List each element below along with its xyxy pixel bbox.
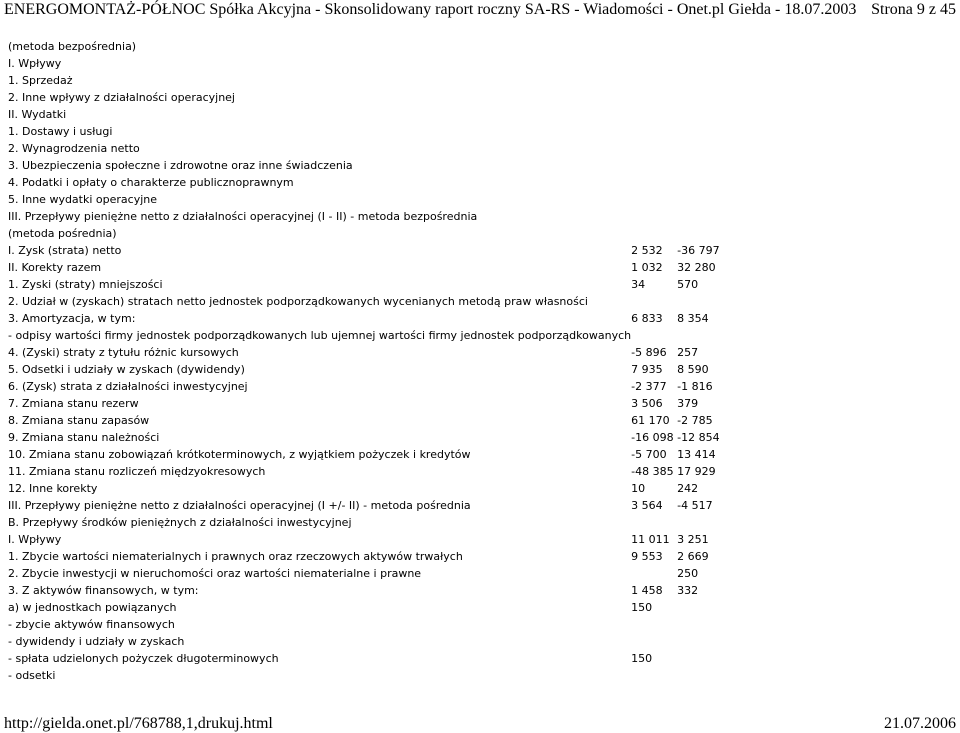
value-current-year: 150 xyxy=(631,601,653,614)
value-previous-year xyxy=(677,599,737,616)
value-previous-year xyxy=(677,514,737,531)
value-current-year xyxy=(631,667,677,684)
text-line: 1. Sprzedaż xyxy=(8,74,73,87)
value-current-year xyxy=(631,514,677,531)
table-row xyxy=(8,633,737,650)
page-number: Strona 9 z 45 xyxy=(871,1,956,18)
row-label: 7. Zmiana stanu rezerw xyxy=(8,397,139,410)
text-line: (metoda pośrednia) xyxy=(8,227,117,240)
text-line: 3. Ubezpieczenia społeczne i zdrowotne oraz inne świadczenia xyxy=(8,159,353,172)
table-row xyxy=(8,378,737,395)
value-previous-year xyxy=(677,616,737,633)
value-current-year xyxy=(631,293,677,310)
table-row xyxy=(8,361,737,378)
value-current-year xyxy=(631,616,677,633)
value-previous-year: -12 854 xyxy=(677,431,720,444)
print-header xyxy=(4,1,956,23)
row-label: 8. Zmiana stanu zapasów xyxy=(8,414,150,427)
table-row xyxy=(8,497,737,514)
value-previous-year: 570 xyxy=(677,278,699,291)
value-current-year: 61 170 xyxy=(631,414,670,427)
row-label: 6. (Zysk) strata z działalności inwestycyjnej xyxy=(8,380,248,393)
value-current-year: -5 700 xyxy=(631,448,667,461)
value-previous-year: -4 517 xyxy=(677,499,713,512)
table-row xyxy=(8,259,737,276)
row-label: - odpisy wartości firmy jednostek podporządkowanych lub ujemnej wartości firmy jednostek podporządkowanych xyxy=(8,329,632,342)
text-line: III. Przepływy pieniężne netto z działalności operacyjnej (I - II) - metoda bezpośrednia xyxy=(8,210,478,223)
row-label: I. Zysk (strata) netto xyxy=(8,244,122,257)
table-row xyxy=(8,599,737,616)
table-row xyxy=(8,276,737,293)
value-previous-year: -36 797 xyxy=(677,244,720,257)
row-label: 4. (Zyski) straty z tytułu różnic kursowych xyxy=(8,346,239,359)
table-row xyxy=(8,650,737,667)
value-previous-year xyxy=(677,667,737,684)
row-label: a) w jednostkach powiązanych xyxy=(8,601,177,614)
row-label: 1. Zbycie wartości niematerialnych i prawnych oraz rzeczowych aktywów trwałych xyxy=(8,550,463,563)
value-current-year xyxy=(631,327,677,344)
print-footer xyxy=(4,715,956,733)
table-row xyxy=(8,395,737,412)
text-line: 2. Wynagrodzenia netto xyxy=(8,142,140,155)
table-row xyxy=(8,446,737,463)
value-previous-year: 32 280 xyxy=(677,261,716,274)
value-current-year: 9 553 xyxy=(631,550,663,563)
table-row xyxy=(8,514,737,531)
table-row xyxy=(8,667,737,684)
value-previous-year: 250 xyxy=(677,567,699,580)
value-previous-year: 257 xyxy=(677,346,699,359)
text-line: 1. Dostawy i usługi xyxy=(8,125,113,138)
text-line: 2. Inne wpływy z działalności operacyjnej xyxy=(8,91,235,104)
text-line: II. Wydatki xyxy=(8,108,67,121)
row-label: 2. Zbycie inwestycji w nieruchomości oraz wartości niematerialne i prawne xyxy=(8,567,422,580)
row-label: 10. Zmiana stanu zobowiązań krótkoterminowych, z wyjątkiem pożyczek i kredytów xyxy=(8,448,471,461)
table-row xyxy=(8,429,737,446)
value-previous-year: 3 251 xyxy=(677,533,709,546)
value-current-year: 3 506 xyxy=(631,397,663,410)
value-current-year: 1 458 xyxy=(631,584,663,597)
row-label: I. Wpływy xyxy=(8,533,62,546)
value-current-year xyxy=(631,633,677,650)
row-label: 2. Udział w (zyskach) stratach netto jednostek podporządkowanych wycenianych metodą praw własności xyxy=(8,295,588,308)
table-row xyxy=(8,327,737,344)
row-label: - zbycie aktywów finansowych xyxy=(8,618,175,631)
row-label: 1. Zyski (straty) mniejszości xyxy=(8,278,163,291)
value-current-year: 11 011 xyxy=(631,533,670,546)
row-label: 11. Zmiana stanu rozliczeń międzyokresowych xyxy=(8,465,266,478)
text-line: 5. Inne wydatki operacyjne xyxy=(8,193,158,206)
value-current-year: 3 564 xyxy=(631,499,663,512)
report-content xyxy=(8,38,948,684)
value-current-year: -5 896 xyxy=(631,346,667,359)
document-title: ENERGOMONTAŻ-PÓŁNOC Spółka Akcyjna - Skonsolidowany raport roczny SA-RS - Wiadomości - Onet.pl Giełda - 18.07.2003 xyxy=(4,1,857,18)
print-date: 21.07.2006 xyxy=(884,715,956,732)
table-row xyxy=(8,616,737,633)
value-previous-year: 17 929 xyxy=(677,465,716,478)
value-current-year xyxy=(631,565,677,582)
table-row xyxy=(8,548,737,565)
table-row xyxy=(8,293,737,310)
text-line: I. Wpływy xyxy=(8,57,62,70)
value-previous-year xyxy=(677,327,737,344)
value-current-year: 6 833 xyxy=(631,312,663,325)
row-label: - dywidendy i udziały w zyskach xyxy=(8,635,185,648)
value-previous-year: 13 414 xyxy=(677,448,716,461)
table-row xyxy=(8,480,737,497)
value-previous-year: 2 669 xyxy=(677,550,709,563)
row-label: 3. Amortyzacja, w tym: xyxy=(8,312,136,325)
value-previous-year: 379 xyxy=(677,397,699,410)
value-current-year: -2 377 xyxy=(631,380,667,393)
table-row xyxy=(8,310,737,327)
table-row xyxy=(8,531,737,548)
value-current-year: -16 098 xyxy=(631,431,674,444)
value-previous-year: -2 785 xyxy=(677,414,713,427)
row-label: - odsetki xyxy=(8,669,56,682)
table-row xyxy=(8,242,737,259)
value-previous-year: 8 354 xyxy=(677,312,709,325)
value-previous-year: -1 816 xyxy=(677,380,713,393)
table-row xyxy=(8,412,737,429)
table-row xyxy=(8,344,737,361)
direct-method-section xyxy=(8,38,948,242)
row-label: III. Przepływy pieniężne netto z działalności operacyjnej (I +/- II) - metoda pośrednia xyxy=(8,499,471,512)
value-current-year: -48 385 xyxy=(631,465,674,478)
table-row xyxy=(8,565,737,582)
text-line: 4. Podatki i opłaty o charakterze publicznoprawnym xyxy=(8,176,294,189)
source-url: http://gielda.onet.pl/768788,1,drukuj.html xyxy=(4,715,273,732)
value-previous-year xyxy=(677,633,737,650)
row-label: - spłata udzielonych pożyczek długoterminowych xyxy=(8,652,279,665)
value-previous-year: 242 xyxy=(677,482,699,495)
row-label: II. Korekty razem xyxy=(8,261,102,274)
row-label: 5. Odsetki i udziały w zyskach (dywidendy) xyxy=(8,363,245,376)
table-row xyxy=(8,582,737,599)
cash-flow-table xyxy=(8,242,737,684)
table-row xyxy=(8,463,737,480)
value-current-year: 7 935 xyxy=(631,363,663,376)
value-current-year: 1 032 xyxy=(631,261,663,274)
value-previous-year: 8 590 xyxy=(677,363,709,376)
value-current-year: 2 532 xyxy=(631,244,663,257)
value-current-year: 150 xyxy=(631,652,653,665)
value-current-year: 10 xyxy=(631,482,646,495)
value-previous-year xyxy=(677,650,737,667)
row-label: 12. Inne korekty xyxy=(8,482,98,495)
row-label: 9. Zmiana stanu należności xyxy=(8,431,160,444)
text-line: (metoda bezpośrednia) xyxy=(8,40,137,53)
row-label: B. Przepływy środków pieniężnych z działalności inwestycyjnej xyxy=(8,516,352,529)
table-body xyxy=(8,242,737,684)
value-previous-year: 332 xyxy=(677,584,699,597)
value-current-year: 34 xyxy=(631,278,646,291)
row-label: 3. Z aktywów finansowych, w tym: xyxy=(8,584,199,597)
value-previous-year xyxy=(677,293,737,310)
